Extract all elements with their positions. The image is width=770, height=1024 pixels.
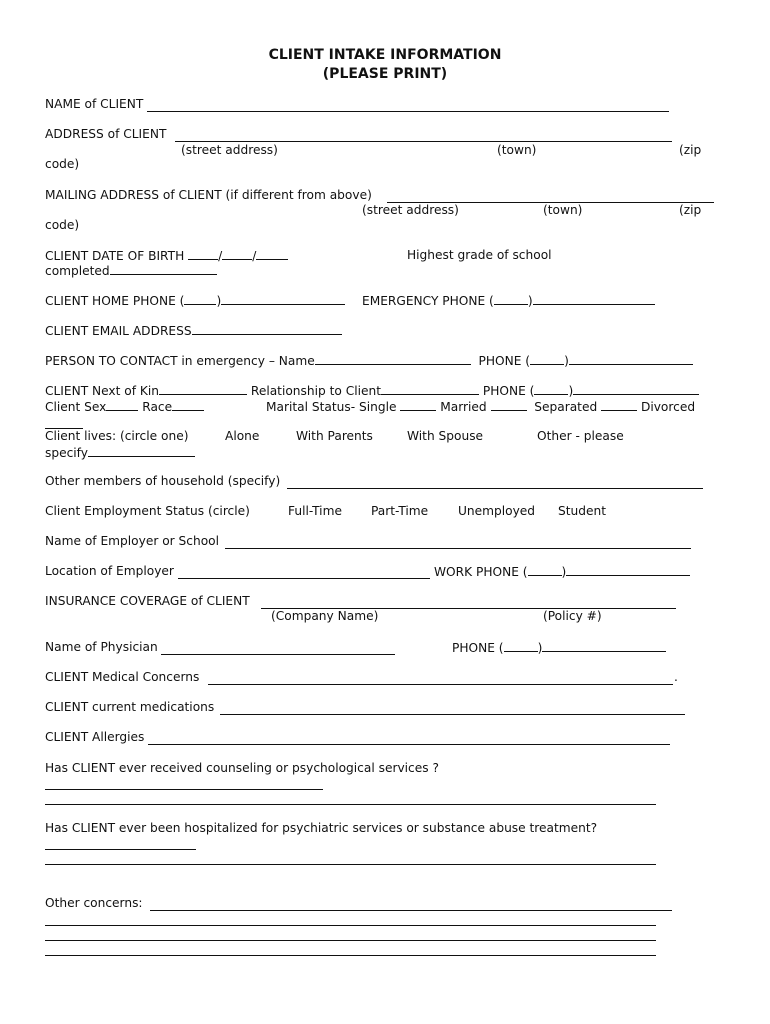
marital-label: Marital Status- Single bbox=[266, 400, 397, 414]
lives-specify-field[interactable] bbox=[88, 445, 195, 457]
mailing-town-caption: (town) bbox=[543, 203, 583, 217]
kin-phone-label: PHONE ( bbox=[482, 384, 535, 398]
grade-completed-label: completed bbox=[45, 264, 110, 278]
sex-race-row bbox=[45, 399, 204, 415]
contact-phone-label: PHONE ( bbox=[478, 354, 531, 368]
marital-row bbox=[266, 399, 695, 415]
separated-label: Separated bbox=[534, 400, 598, 414]
dob-year-field[interactable] bbox=[256, 248, 288, 260]
contact-phone-area-field[interactable] bbox=[530, 353, 564, 365]
counseling-label: Has CLIENT ever received counseling or psychological services ? bbox=[45, 761, 439, 775]
mailing-street-caption: (street address) bbox=[362, 203, 459, 217]
allergies-field[interactable] bbox=[148, 744, 670, 745]
mailing-label: MAILING ADDRESS of CLIENT (if different from above) bbox=[45, 188, 372, 202]
emergency-phone-label: EMERGENCY PHONE ( bbox=[362, 294, 494, 308]
employment-parttime-option[interactable]: Part-Time bbox=[371, 504, 429, 518]
home-phone-field[interactable] bbox=[221, 293, 345, 305]
email-row bbox=[45, 323, 342, 339]
mailing-zip-caption: (zip bbox=[679, 203, 702, 217]
lives-spouse-option[interactable]: With Spouse bbox=[407, 429, 484, 443]
kin-name-field[interactable] bbox=[159, 383, 247, 395]
hospitalized-label: Has CLIENT ever been hospitalized for psychiatric services or substance abuse treatment? bbox=[45, 821, 598, 835]
work-phone-row: WORK PHONE ( ) bbox=[434, 564, 690, 580]
emergency-phone-field[interactable] bbox=[533, 293, 655, 305]
work-phone-field[interactable] bbox=[566, 564, 690, 576]
physician-field[interactable] bbox=[161, 654, 395, 655]
contact-row: PERSON TO CONTACT in emergency – Name PHONE ( ) bbox=[45, 353, 693, 369]
allergies-label: CLIENT Allergies bbox=[45, 730, 145, 744]
medical-label: CLIENT Medical Concerns bbox=[45, 670, 200, 684]
insurance-company-caption: (Company Name) bbox=[271, 609, 379, 623]
physician-label: Name of Physician bbox=[45, 640, 158, 654]
employment-unemployed-option[interactable]: Unemployed bbox=[458, 504, 536, 518]
kin-phone-area-field[interactable] bbox=[534, 383, 568, 395]
other-concerns-field-line-2[interactable] bbox=[45, 925, 656, 926]
dob-row: CLIENT DATE OF BIRTH / / bbox=[45, 248, 288, 264]
dob-label: CLIENT DATE OF BIRTH bbox=[45, 249, 185, 263]
physician-phone-label: PHONE ( bbox=[452, 641, 504, 655]
lives-parents-option[interactable]: With Parents bbox=[296, 429, 373, 443]
name-field[interactable] bbox=[147, 111, 669, 112]
counseling-field-line-2[interactable] bbox=[45, 804, 656, 805]
employer-name-label: Name of Employer or School bbox=[45, 534, 219, 548]
address-town-caption: (town) bbox=[497, 143, 537, 157]
contact-name-field[interactable] bbox=[315, 353, 471, 365]
email-label: CLIENT EMAIL ADDRESS bbox=[45, 324, 192, 338]
grade-row bbox=[45, 263, 217, 279]
household-label: Other members of household (specify) bbox=[45, 474, 281, 488]
emergency-phone-row: EMERGENCY PHONE ( ) bbox=[362, 293, 655, 309]
employment-student-option[interactable]: Student bbox=[558, 504, 606, 518]
address-street-caption: (street address) bbox=[181, 143, 278, 157]
sex-label: Client Sex bbox=[45, 400, 107, 414]
kin-label: CLIENT Next of Kin bbox=[45, 384, 160, 398]
email-field[interactable] bbox=[192, 323, 342, 335]
race-label: Race bbox=[142, 400, 173, 414]
divorced-label: Divorced bbox=[640, 400, 696, 414]
race-field[interactable] bbox=[172, 399, 204, 411]
address-field[interactable] bbox=[175, 141, 672, 142]
other-concerns-field-line-4[interactable] bbox=[45, 955, 656, 956]
work-phone-label: WORK PHONE ( bbox=[434, 565, 528, 579]
separated-field[interactable] bbox=[601, 399, 637, 411]
married-field[interactable] bbox=[491, 399, 527, 411]
dob-day-field[interactable] bbox=[222, 248, 252, 260]
lives-specify-row bbox=[45, 445, 195, 461]
counseling-field-line-1[interactable] bbox=[45, 789, 323, 790]
mailing-code-caption: code) bbox=[45, 218, 80, 232]
single-field[interactable] bbox=[400, 399, 436, 411]
household-field[interactable] bbox=[287, 488, 703, 489]
insurance-policy-caption: (Policy #) bbox=[543, 609, 602, 623]
insurance-label: INSURANCE COVERAGE of CLIENT bbox=[45, 594, 250, 608]
work-phone-area-field[interactable] bbox=[528, 564, 562, 576]
name-label: NAME of CLIENT bbox=[45, 97, 144, 111]
other-concerns-label: Other concerns: bbox=[45, 896, 143, 910]
home-phone-area-field[interactable] bbox=[184, 293, 216, 305]
medical-field[interactable] bbox=[208, 684, 673, 685]
employer-name-field[interactable] bbox=[225, 548, 691, 549]
employment-label: Client Employment Status (circle) bbox=[45, 504, 250, 518]
medical-end: . bbox=[674, 670, 678, 684]
employer-location-field[interactable] bbox=[178, 578, 430, 579]
lives-other-option[interactable]: Other - please bbox=[537, 429, 624, 443]
address-code-caption: code) bbox=[45, 157, 80, 171]
dob-month-field[interactable] bbox=[188, 248, 218, 260]
grade-field[interactable] bbox=[110, 263, 217, 275]
address-label: ADDRESS of CLIENT bbox=[45, 127, 167, 141]
contact-label: PERSON TO CONTACT in emergency – Name bbox=[45, 354, 315, 368]
relationship-label: Relationship to Client bbox=[250, 384, 381, 398]
address-zip-caption: (zip bbox=[679, 143, 702, 157]
grade-label: Highest grade of school bbox=[407, 248, 552, 262]
employer-location-label: Location of Employer bbox=[45, 564, 174, 578]
employment-fulltime-option[interactable]: Full-Time bbox=[288, 504, 342, 518]
other-concerns-field-line-1[interactable] bbox=[150, 910, 672, 911]
lives-specify-label: specify bbox=[45, 446, 88, 460]
lives-label: Client lives: (circle one) bbox=[45, 429, 189, 443]
physician-phone-field[interactable] bbox=[542, 640, 666, 652]
physician-phone-area-field[interactable] bbox=[504, 640, 538, 652]
married-label: Married bbox=[440, 400, 487, 414]
hospitalized-field-line-2[interactable] bbox=[45, 864, 656, 865]
lives-alone-option[interactable]: Alone bbox=[225, 429, 260, 443]
kin-row: CLIENT Next of Kin Relationship to Client PHONE ( ) bbox=[45, 383, 699, 399]
sex-field[interactable] bbox=[106, 399, 138, 411]
other-concerns-field-line-3[interactable] bbox=[45, 940, 656, 941]
home-phone-row: CLIENT HOME PHONE ( ) bbox=[45, 293, 345, 309]
emergency-phone-area-field[interactable] bbox=[494, 293, 528, 305]
form-title: CLIENT INTAKE INFORMATION bbox=[268, 47, 502, 63]
medications-label: CLIENT current medications bbox=[45, 700, 215, 714]
home-phone-label: CLIENT HOME PHONE ( bbox=[45, 294, 185, 308]
kin-phone-field[interactable] bbox=[573, 383, 699, 395]
hospitalized-field-line-1[interactable] bbox=[45, 849, 196, 850]
physician-phone-row: PHONE ( ) bbox=[452, 640, 666, 656]
form-subtitle: (PLEASE PRINT) bbox=[322, 66, 448, 82]
relationship-field[interactable] bbox=[381, 383, 479, 395]
contact-phone-field[interactable] bbox=[569, 353, 693, 365]
medications-field[interactable] bbox=[220, 714, 685, 715]
